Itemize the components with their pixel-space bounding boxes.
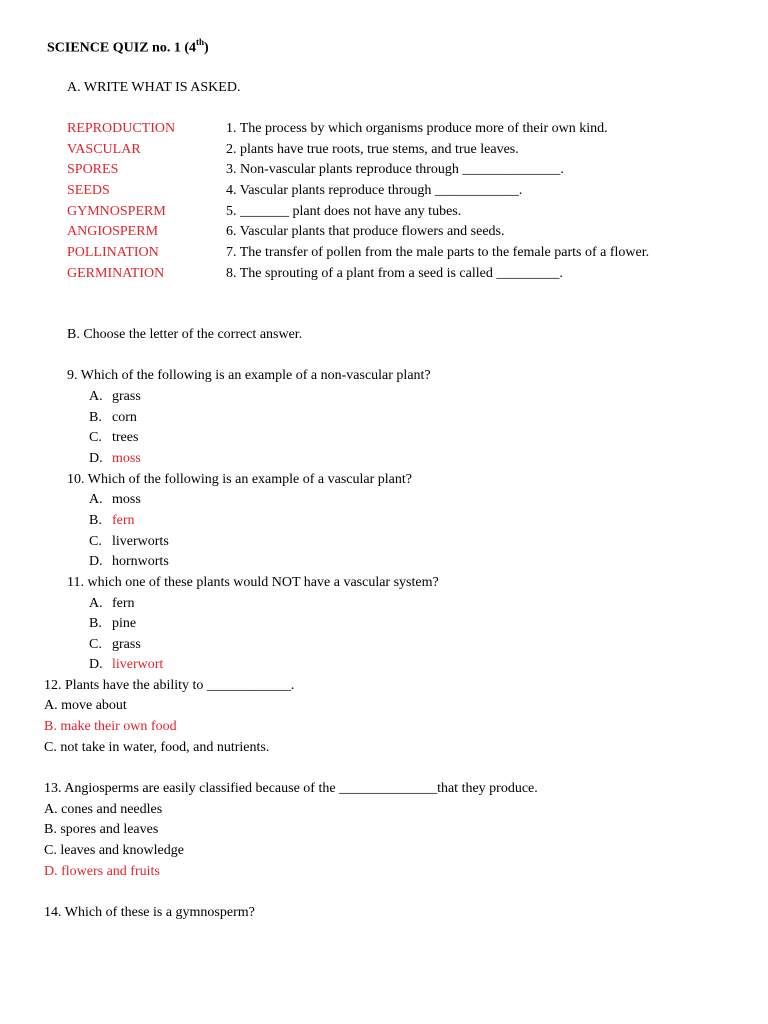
question-7: 7. The transfer of pollen from the male parts to the female parts of a flower.	[226, 245, 650, 260]
q13-option-b: B. spores and leaves	[44, 822, 159, 837]
q10-option-a: A. moss	[89, 492, 141, 507]
q13-option-c: C. leaves and knowledge	[44, 843, 184, 858]
q11-option-b: B. pine	[89, 616, 137, 631]
q9-option-b: B. corn	[89, 410, 137, 425]
question-5: 5. _______ plant does not have any tubes.	[226, 204, 462, 219]
question-8: 8. The sprouting of a plant from a seed is called _________.	[226, 266, 563, 281]
answer-8: GERMINATION	[67, 266, 165, 281]
question-1: 1. The process by which organisms produce more of their own kind.	[226, 121, 608, 136]
answer-6: ANGIOSPERM	[67, 224, 159, 239]
q12-option-a: A. move about	[44, 698, 127, 713]
question-9: 9. Which of the following is an example of a non-vascular plant?	[67, 368, 431, 383]
answer-2: VASCULAR	[67, 142, 141, 157]
question-2: 2. plants have true roots, true stems, and true leaves.	[226, 142, 519, 157]
q10-option-b: B. fern	[89, 513, 135, 528]
quiz-title: SCIENCE QUIZ no. 1 (4th)	[47, 37, 209, 56]
answer-4: SEEDS	[67, 183, 110, 198]
q13-option-a: A. cones and needles	[44, 802, 163, 817]
answer-5: GYMNOSPERM	[67, 204, 166, 219]
answer-1: REPRODUCTION	[67, 121, 176, 136]
question-14: 14. Which of these is a gymnosperm?	[44, 905, 255, 920]
question-10: 10. Which of the following is an example of a vascular plant?	[67, 472, 412, 487]
q13-option-d: D. flowers and fruits	[44, 864, 160, 879]
section-b-heading: B. Choose the letter of the correct answer.	[67, 327, 303, 342]
question-4: 4. Vascular plants reproduce through ____________.	[226, 183, 523, 198]
q11-option-d: D. liverwort	[89, 657, 164, 672]
q11-option-a: A. fern	[89, 596, 135, 611]
question-3: 3. Non-vascular plants reproduce through ______________.	[226, 162, 564, 177]
q9-option-a: A. grass	[89, 389, 141, 404]
answer-3: SPORES	[67, 162, 119, 177]
q12-option-c: C. not take in water, food, and nutrients.	[44, 740, 270, 755]
question-11: 11. which one of these plants would NOT have a vascular system?	[67, 575, 439, 590]
question-12: 12. Plants have the ability to ____________.	[44, 678, 295, 693]
q10-option-c: C. liverworts	[89, 534, 169, 549]
question-6: 6. Vascular plants that produce flowers and seeds.	[226, 224, 505, 239]
q10-option-d: D. hornworts	[89, 554, 169, 569]
section-a-heading: A. WRITE WHAT IS ASKED.	[67, 80, 241, 95]
question-13: 13. Angiosperms are easily classified because of the ______________that they produce.	[44, 781, 538, 796]
q9-option-c: C. trees	[89, 430, 139, 445]
q11-option-c: C. grass	[89, 637, 141, 652]
q12-option-b: B. make their own food	[44, 719, 177, 734]
answer-7: POLLINATION	[67, 245, 159, 260]
q9-option-d: D. moss	[89, 451, 141, 466]
